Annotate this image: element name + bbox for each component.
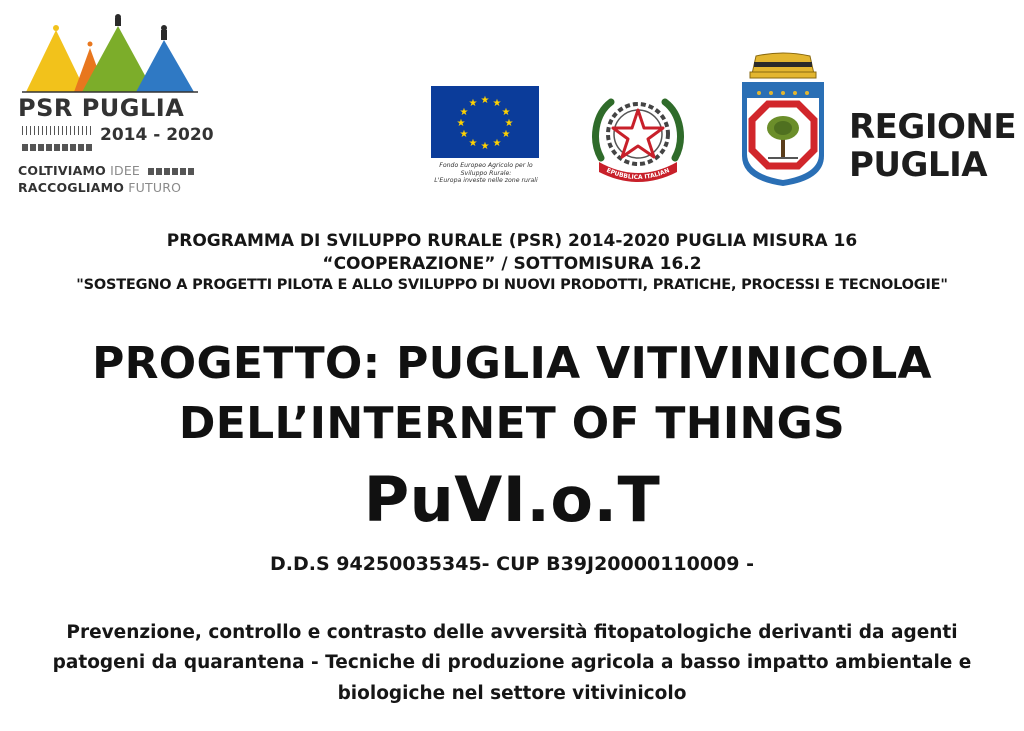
svg-text:★: ★	[468, 98, 478, 109]
psr-tagline-1a: COLTIVIAMO	[18, 163, 106, 178]
svg-text:★: ★	[492, 138, 502, 149]
svg-text:★: ★	[501, 107, 511, 118]
description-line-2: patogeni da quarantena - Tecniche di produzione agricola a basso impatto ambientale e	[52, 652, 972, 673]
svg-text:★: ★	[456, 118, 466, 129]
psr-years: 2014 - 2020	[100, 125, 214, 145]
svg-text:★: ★	[459, 107, 469, 118]
project-title-line-2: DELL’INTERNET OF THINGS	[178, 398, 846, 449]
programme-line-1: PROGRAMMA DI SVILUPPO RURALE (PSR) 2014-2020 PUGLIA MISURA 16	[166, 231, 858, 251]
psr-ticks-decoration	[22, 126, 92, 135]
svg-text:★: ★	[480, 95, 490, 106]
psr-tagline-2b: FUTURO	[128, 180, 182, 195]
italian-republic-emblem	[587, 88, 689, 188]
programme-line-2: “COOPERAZIONE” / SOTTOMISURA 16.2	[322, 254, 702, 274]
svg-text:★: ★	[468, 138, 478, 149]
regione-name-line2: PUGLIA	[849, 145, 988, 185]
star-emblem-icon	[587, 88, 689, 188]
emblem-ribbon-text: EPUBBLICA ITALIAN	[605, 166, 671, 182]
psr-tagline-2a: RACCOGLIAMO	[18, 180, 125, 195]
eu-feasr-logo	[428, 86, 542, 190]
psr-dashes-decoration	[22, 144, 92, 151]
project-title-line-1: PROGETTO: PUGLIA VITIVINICOLA	[92, 338, 932, 389]
eu-caption-line3: L'Europa investe nelle zone rurali	[434, 177, 538, 185]
trulli-icon	[18, 14, 202, 94]
svg-text:★: ★	[501, 129, 511, 140]
svg-text:★: ★	[459, 129, 469, 140]
project-codes: D.D.S 94250035345- CUP B39J20000110009 -	[269, 553, 755, 575]
programme-line-3: "SOSTEGNO A PROGETTI PILOTA E ALLO SVILUPPO DI NUOVI PRODOTTI, PRATICHE, PROCESSI E TECNOLOGIE"	[76, 277, 948, 293]
description-line-3: biologiche nel settore vitivinicolo	[337, 683, 687, 704]
eu-caption-line2: Sviluppo Rurale:	[460, 169, 512, 177]
psr-tagline-1	[18, 163, 196, 178]
crowned-shield-olive-tree-icon	[738, 52, 828, 190]
svg-text:★: ★	[480, 141, 490, 152]
psr-puglia-logo	[18, 14, 214, 195]
project-acronym: PuVI.o.T	[363, 463, 661, 536]
psr-tagline-2	[18, 180, 181, 195]
regione-puglia-name	[849, 108, 1016, 184]
psr-tagline-lines	[148, 168, 196, 175]
regione-name-line1: REGIONE	[849, 107, 1017, 147]
psr-tagline-1b: IDEE	[110, 163, 141, 178]
eu-stars	[457, 95, 514, 152]
eu-caption-line1: Fondo Europeo Agricolo per lo	[439, 162, 533, 169]
psr-title: PSR PUGLIA	[18, 94, 185, 122]
svg-text:★: ★	[504, 118, 514, 129]
description-line-1: Prevenzione, controllo e contrasto delle avversità fitopatologiche derivanti da agenti	[66, 622, 958, 643]
eu-caption	[430, 162, 542, 185]
regione-puglia-crest	[738, 52, 828, 190]
svg-text:★: ★	[492, 98, 502, 109]
eu-flag-icon	[431, 86, 539, 158]
